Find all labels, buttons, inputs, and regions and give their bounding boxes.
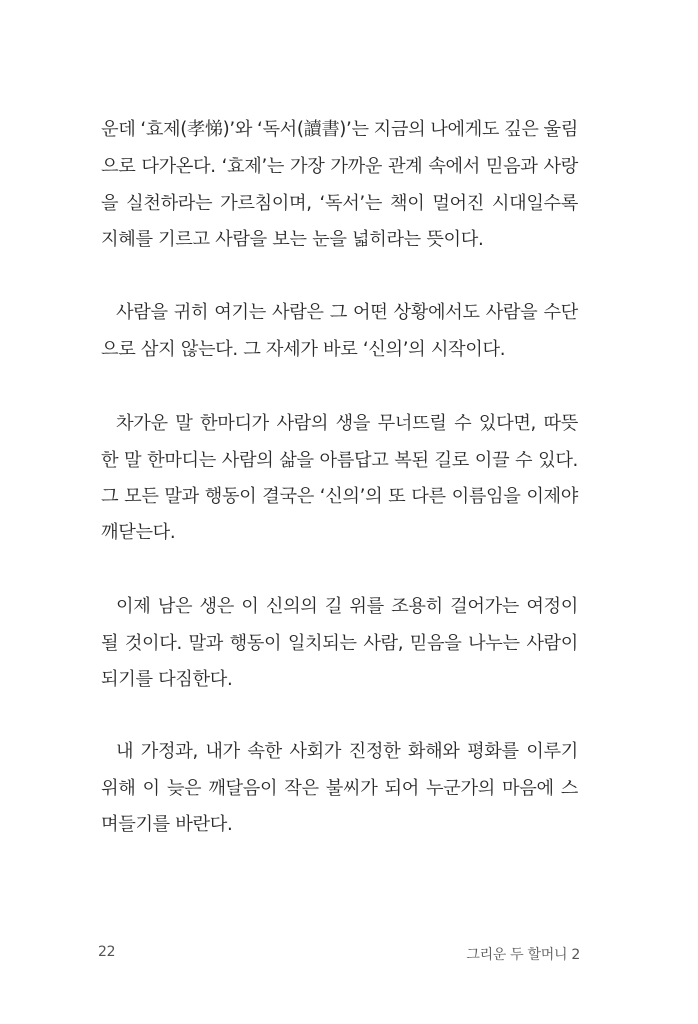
text-line: 한 말 한마디는 사람의 삶을 아름답고 복된 길로 이끌 수 있다. [101, 450, 578, 471]
text-line: 운데 ‘효제(孝悌)’와 ‘독서(讀書)’는 지금의 나에게도 깊은 울림 [101, 119, 578, 140]
text-line: 지혜를 기르고 사람을 보는 눈을 넓히라는 뜻이다. [101, 229, 484, 250]
text-line: 며들기를 바란다. [101, 814, 233, 835]
page-number: 22 [98, 944, 116, 960]
text-line: 내 가정과, 내가 속한 사회가 진정한 화해와 평화를 이루기 [116, 741, 578, 762]
text-line: 차가운 말 한마디가 사람의 생을 무너뜨릴 수 있다면, 따뜻 [116, 413, 578, 434]
text-line: 사람을 귀히 여기는 사람은 그 어떤 상황에서도 사람을 수단 [116, 302, 578, 323]
text-line: 이제 남은 생은 이 신의의 길 위를 조용히 걸어가는 여정이 [116, 596, 578, 617]
text-line: 으로 삼지 않는다. 그 자세가 바로 ‘신의’의 시작이다. [101, 339, 506, 360]
text-line: 될 것이다. 말과 행동이 일치되는 사람, 믿음을 나누는 사람이 [101, 633, 578, 654]
text-line: 을 실천하라는 가르침이며, ‘독서’는 책이 멀어진 시대일수록 [101, 193, 578, 214]
text-line: 으로 다가온다. ‘효제’는 가장 가까운 관계 속에서 믿음과 사랑 [101, 156, 578, 177]
text-line: 깨닫는다. [101, 522, 176, 543]
text-line: 위해 이 늦은 깨달음이 작은 불씨가 되어 누군가의 마음에 스 [101, 778, 578, 799]
running-footer-title: 그리운 두 할머니 2 [466, 947, 580, 963]
text-line: 되기를 다짐한다. [101, 669, 233, 690]
text-line: 그 모든 말과 행동이 결국은 ‘신의’의 또 다른 이름임을 이제야 [101, 486, 578, 507]
